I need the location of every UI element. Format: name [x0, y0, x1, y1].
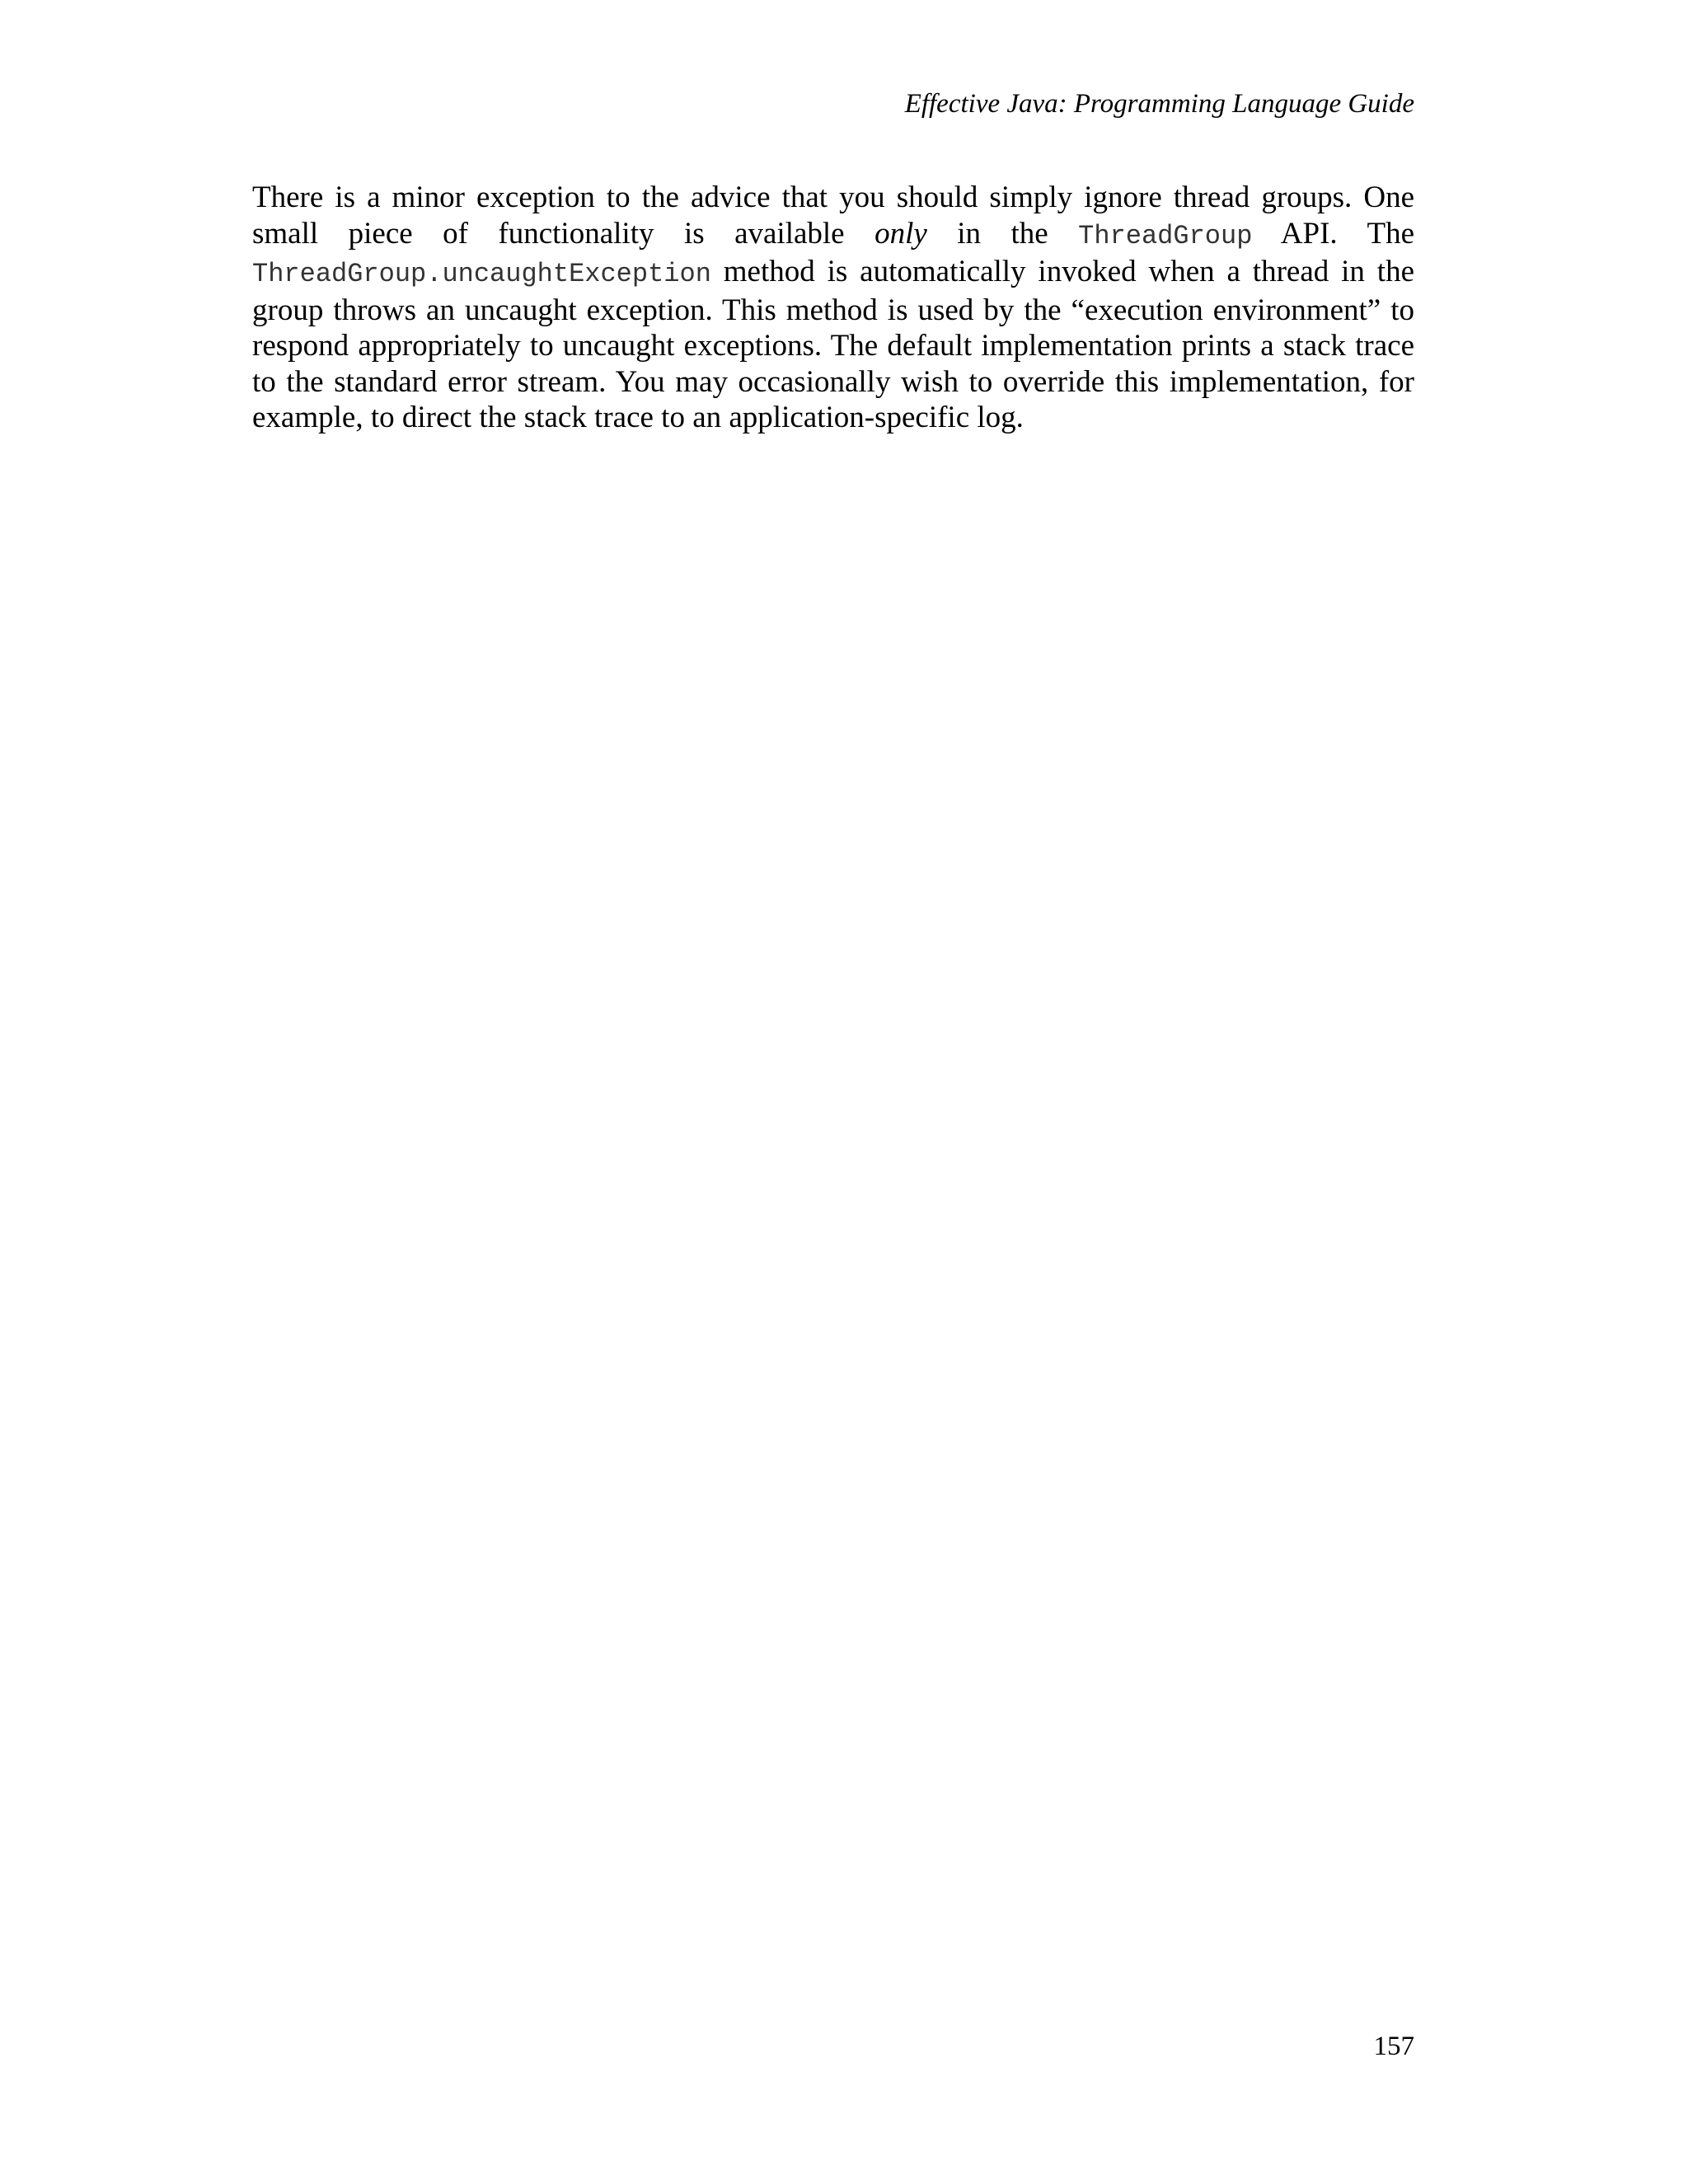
page-number: 157: [1373, 2032, 1414, 2061]
body-paragraph: [252, 180, 1414, 436]
paragraph-text-3: API. The: [1252, 216, 1414, 251]
emphasis-only: only: [874, 216, 927, 251]
paragraph-text-2: in the: [926, 216, 1079, 251]
paragraph-text-1: There is a minor exception to the advice that you should simply ignore thread groups. One small piece of functionality is available: [252, 180, 1414, 251]
paragraph-text-4: method is automatically invoked when a thread in the group throws an uncaught exception. This method is used by the “execution environment” to respond appropriately to uncaught exceptions. The default implementation prints a stack trace to the standard error stream. You may occasionally wish to override this implementation, for example, to direct the stack trace to an application-specific log.: [252, 255, 1414, 434]
code-threadgroup: ThreadGroup: [1078, 220, 1253, 251]
running-header: Effective Java: Programming Language Guide: [904, 89, 1414, 119]
code-uncaught-exception: ThreadGroup.uncaughtException: [252, 259, 711, 289]
